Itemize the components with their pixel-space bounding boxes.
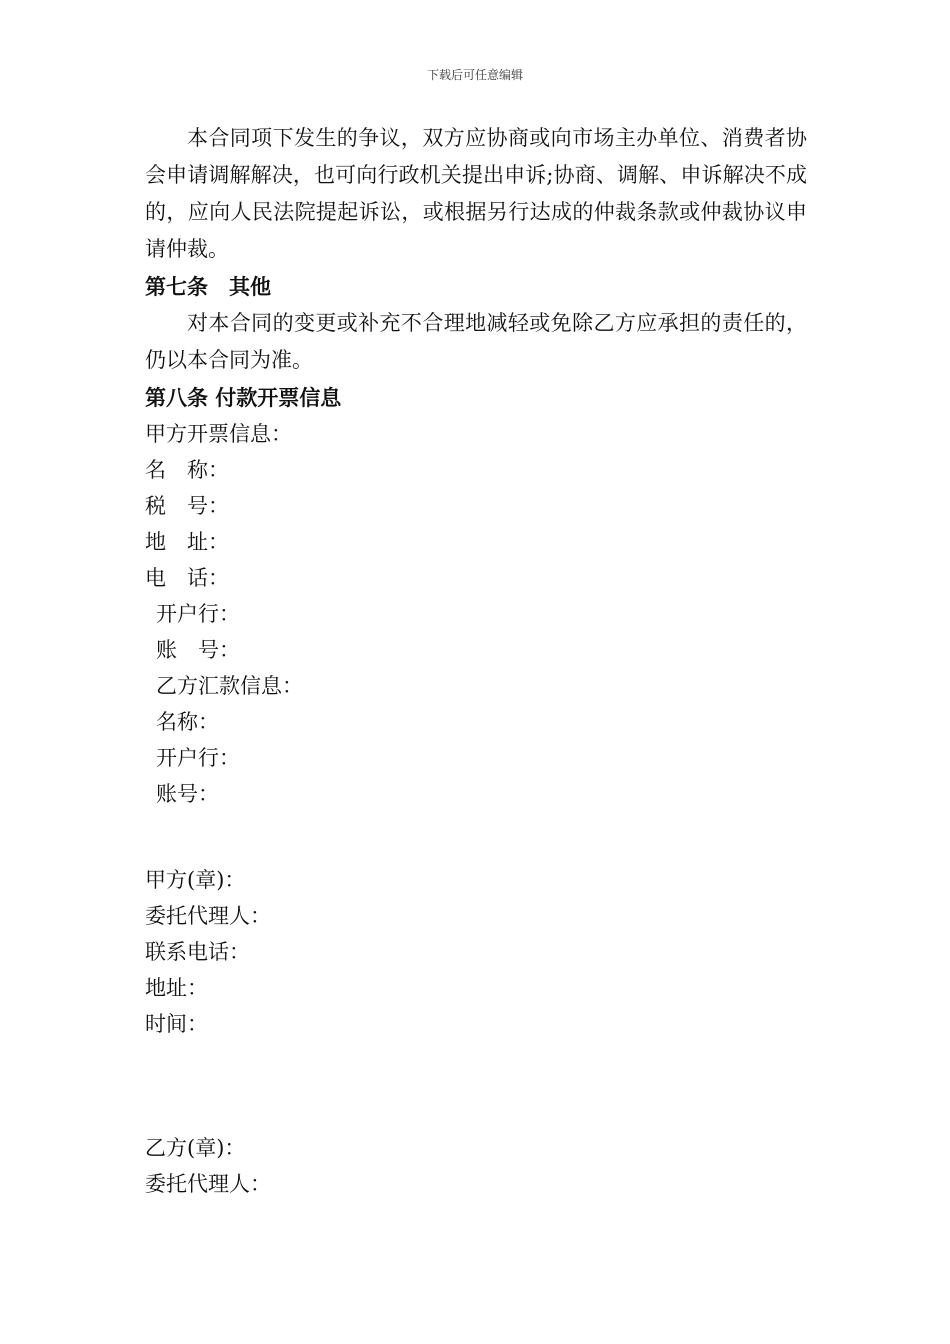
party-b-seal-line: 乙方(章)： [145, 1136, 246, 1160]
section-8-heading: 第八条 付款开票信息 [145, 385, 342, 410]
party-b-name-field: 名称： [156, 710, 219, 734]
party-a-phone-line: 联系电话： [145, 940, 250, 964]
header-note: 下载后可任意编辑 [426, 68, 523, 82]
dispute-paragraph: 本合同项下发生的争议，双方应协商或向市场主办单位、消费者协会申请调解解决，也可向行政机关提出申诉;协商、调解、申诉解决不成的，应向人民法院提起诉讼，或根据另行达成的仲裁条款或仲裁协议申请仲裁。 [145, 126, 807, 261]
party-a-address-line: 地址： [145, 976, 208, 1000]
section-7-paragraph: 对本合同的变更或补充不合理地减轻或免除乙方应承担的责任的，仍以本合同为准。 [145, 311, 807, 372]
party-a-invoice-title: 甲方开票信息： [145, 422, 292, 446]
spacer [145, 1042, 807, 1130]
party-a-time-line: 时间： [145, 1012, 208, 1036]
party-a-name-field: 名 称： [145, 458, 229, 482]
party-b-bank-field: 开户行： [156, 746, 240, 770]
contract-body [145, 120, 807, 1202]
party-a-account-field: 账 号： [156, 638, 240, 662]
party-a-address-field: 地 址： [145, 530, 229, 554]
party-b-remittance-title: 乙方汇款信息： [156, 674, 303, 698]
section-7-heading: 第七条 其他 [145, 274, 271, 299]
party-b-agent-line: 委托代理人： [145, 1172, 271, 1196]
party-b-account-field: 账号： [156, 782, 219, 806]
party-a-seal-line: 甲方(章)： [145, 868, 246, 892]
party-a-phone-field: 电 话： [145, 566, 229, 590]
party-a-bank-field: 开户行： [156, 602, 240, 626]
spacer [145, 812, 807, 862]
party-a-agent-line: 委托代理人： [145, 904, 271, 928]
party-a-tax-id-field: 税 号： [145, 494, 229, 518]
